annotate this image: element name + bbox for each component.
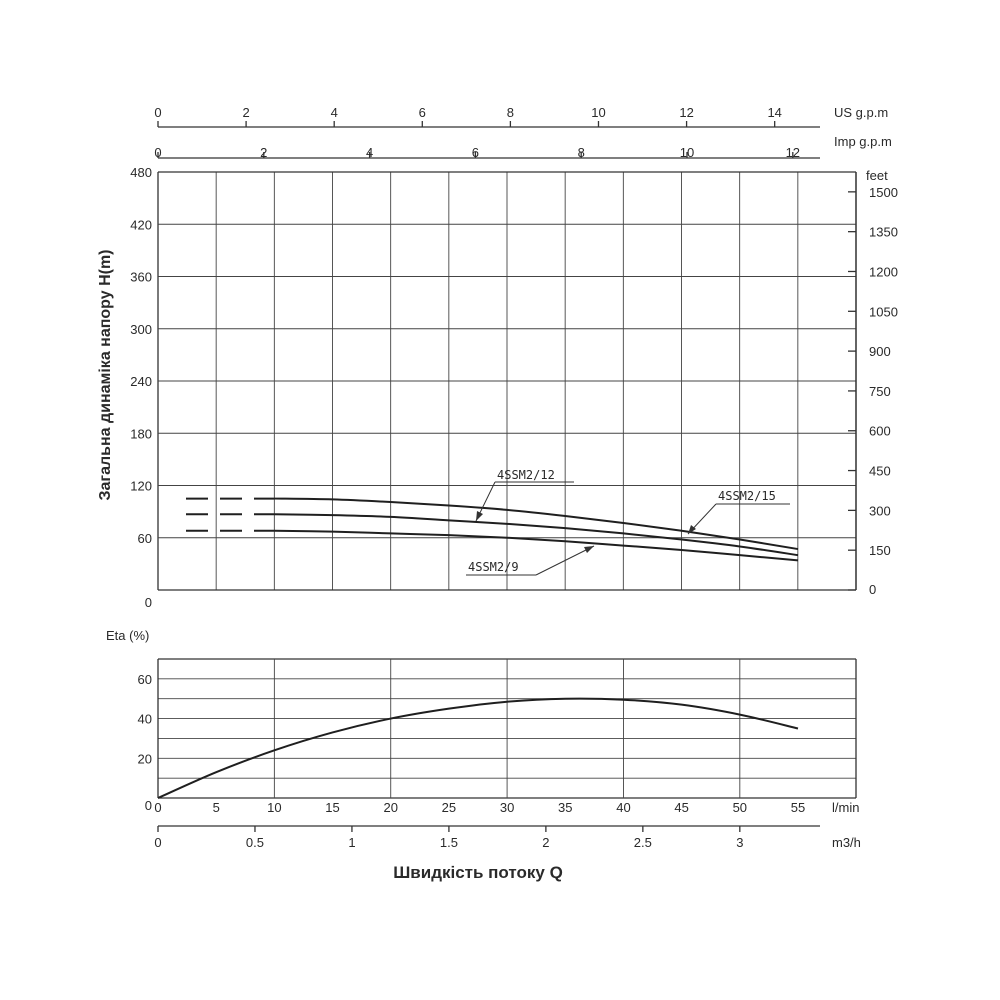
m3h-tick-label: 0 <box>154 835 162 850</box>
head-y-tick-label: 300 <box>130 321 152 337</box>
imp-gpm-tick-label: 2 <box>260 145 268 160</box>
curve-label-4ssm2-15: 4SSM2/15 <box>718 489 776 503</box>
head-y-tick-label: 360 <box>130 269 152 285</box>
lmin-tick-label: 35 <box>558 800 573 815</box>
m3h-tick-label: 2 <box>542 835 550 850</box>
feet-unit-label: feet <box>866 168 888 183</box>
us-gpm-tick-label: 0 <box>154 105 162 120</box>
head-panel <box>130 165 898 610</box>
head-y-tick-label: 180 <box>130 426 152 442</box>
imp-gpm-tick-label: 8 <box>577 145 585 160</box>
curve-4ssm2-12 <box>274 514 798 555</box>
m3h-tick-label: 0.5 <box>245 835 265 850</box>
us-gpm-tick-label: 12 <box>679 105 694 120</box>
head-y-tick-label: 60 <box>137 530 152 546</box>
lmin-tick-label: 0 <box>154 800 162 815</box>
us-gpm-unit-label: US g.p.m <box>834 105 889 120</box>
eta-y-tick-label: 60 <box>137 671 152 687</box>
imp-gpm-tick-label: 10 <box>679 145 695 160</box>
head-y-tick-label: 0 <box>144 595 152 610</box>
feet-tick-label: 750 <box>869 383 891 399</box>
curve-label-4ssm2-12: 4SSM2/12 <box>497 468 555 482</box>
efficiency-panel <box>138 659 861 850</box>
lmin-tick-label: 25 <box>441 800 457 815</box>
feet-tick-label: 0 <box>869 582 877 597</box>
curve-label-4ssm2-9: 4SSM2/9 <box>468 560 519 574</box>
flow-axis-title: Швидкість потоку Q <box>393 863 563 882</box>
leader-arrow <box>476 511 483 521</box>
lmin-tick-label: 5 <box>212 800 220 815</box>
feet-tick-label: 450 <box>869 463 891 479</box>
imp-gpm-unit-label: Imp g.p.m <box>834 134 892 149</box>
us-gpm-tick-label: 4 <box>330 105 338 120</box>
leader-arrow <box>584 546 594 553</box>
feet-tick-label: 600 <box>869 423 891 439</box>
imp-gpm-tick-label: 6 <box>471 145 480 160</box>
efficiency-curve <box>158 699 798 798</box>
head-y-tick-label: 420 <box>130 217 152 233</box>
lmin-tick-label: 30 <box>499 800 515 815</box>
lmin-tick-label: 50 <box>732 800 748 815</box>
lmin-tick-label: 20 <box>383 800 398 815</box>
lmin-tick-label: 55 <box>790 800 806 815</box>
feet-tick-label: 900 <box>869 344 891 360</box>
lmin-tick-label: 40 <box>616 800 631 815</box>
feet-tick-label: 1200 <box>869 264 898 280</box>
feet-tick-label: 1050 <box>869 304 898 320</box>
head-axis-title: Загальна динаміка напору H(m) <box>97 249 114 501</box>
head-y-tick-label: 480 <box>130 165 152 180</box>
lmin-unit-label: l/min <box>832 800 860 815</box>
imp-gpm-tick-label: 12 <box>785 145 801 160</box>
m3h-unit-label: m3/h <box>832 835 861 850</box>
head-y-tick-label: 120 <box>130 478 152 494</box>
us-gpm-tick-label: 14 <box>767 105 782 120</box>
eta-y-tick-label: 20 <box>137 751 152 767</box>
lmin-tick-label: 15 <box>325 800 340 815</box>
feet-tick-label: 150 <box>869 543 891 559</box>
us-gpm-tick-label: 10 <box>591 105 606 120</box>
eta-y-tick-label: 0 <box>144 798 152 813</box>
eta-y-tick-label: 40 <box>137 711 152 727</box>
us-gpm-tick-label: 6 <box>418 105 426 120</box>
us-gpm-tick-label: 8 <box>506 105 515 120</box>
feet-tick-label: 300 <box>869 503 891 519</box>
m3h-tick-label: 2.5 <box>633 835 652 850</box>
imp-gpm-tick-label: 4 <box>365 145 374 160</box>
lmin-tick-label: 10 <box>267 800 282 815</box>
secondary-axes <box>154 105 891 160</box>
lmin-tick-label: 45 <box>674 800 689 815</box>
m3h-tick-label: 1 <box>348 835 356 850</box>
curve-4ssm2-15 <box>274 499 798 550</box>
m3h-tick-label: 1.5 <box>439 835 458 850</box>
m3h-tick-label: 3 <box>736 835 744 850</box>
feet-tick-label: 1500 <box>869 184 898 200</box>
efficiency-axis-title: Eta (%) <box>106 628 150 643</box>
head-y-tick-label: 240 <box>130 374 152 389</box>
curve-4ssm2-9 <box>274 531 798 561</box>
us-gpm-tick-label: 2 <box>242 105 250 120</box>
imp-gpm-tick-label: 0 <box>154 145 162 160</box>
feet-tick-label: 1350 <box>869 224 898 240</box>
